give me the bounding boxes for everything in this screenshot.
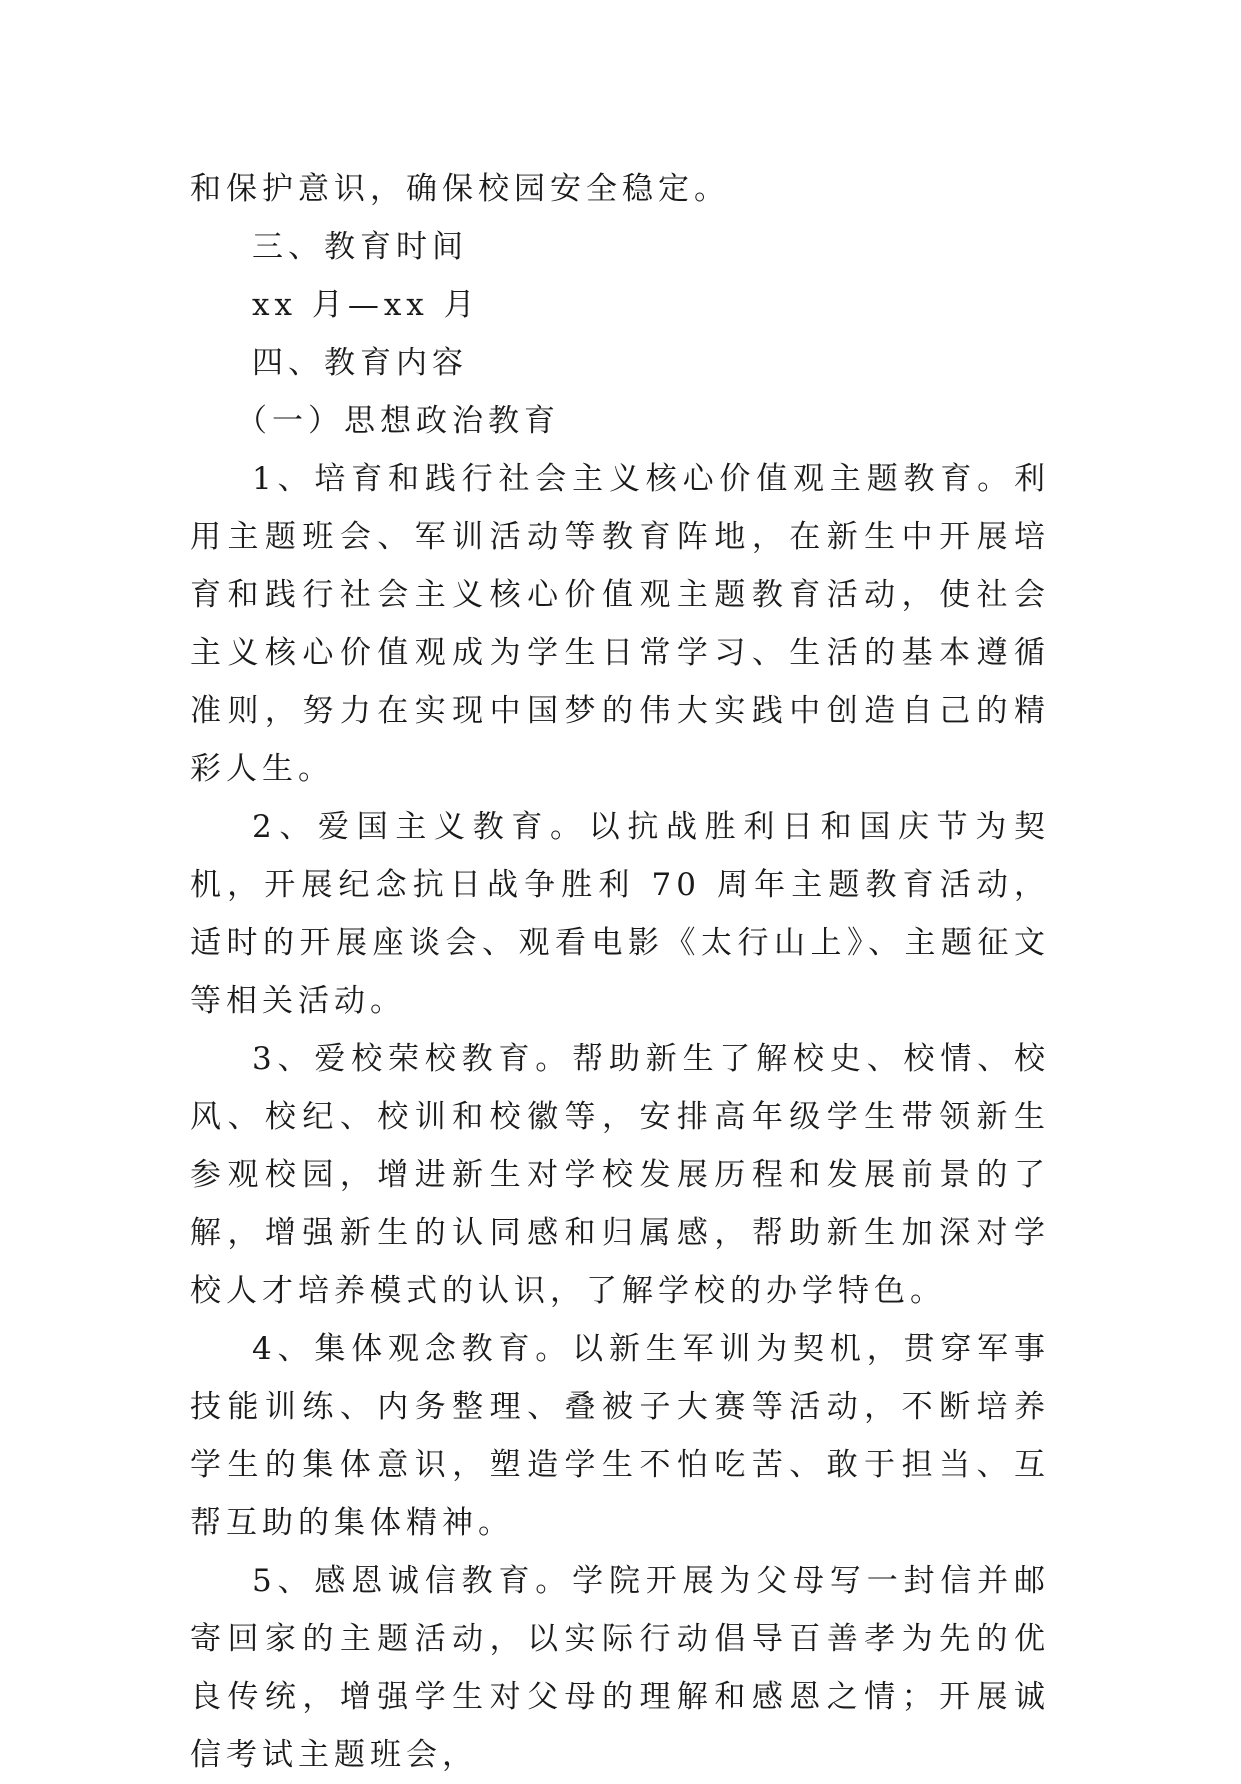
paragraph-item-2: 2、爱国主义教育。以抗战胜利日和国庆节为契机，开展纪念抗日战争胜利 70 周年主题教育活动，适时的开展座谈会、观看电影《太行山上》、主题征文等相关活动。 (190, 809, 1050, 1019)
paragraph-education-time: xx 月—xx 月 (252, 287, 480, 323)
paragraph-item-4: 4、集体观念教育。以新生军训为契机，贯穿军事技能训练、内务整理、叠被子大赛等活动，不断培养学生的集体意识，塑造学生不怕吃苦、敢于担当、互帮互助的集体精神。 (190, 1331, 1050, 1541)
paragraph-continued: 和保护意识，确保校园安全稳定。 (190, 171, 730, 207)
paragraph-item-5: 5、感恩诚信教育。学院开展为父母写一封信并邮寄回家的主题活动，以实际行动倡导百善孝为先的优良传统，增强学生对父母的理解和感恩之情；开展诚信考试主题班会， (190, 1563, 1050, 1773)
paragraph-item-1: 1、培育和践行社会主义核心价值观主题教育。利用主题班会、军训活动等教育阵地，在新生中开展培育和践行社会主义核心价值观主题教育活动，使社会主义核心价值观成为学生日常学习、生活的基本遵循准则，努力在实现中国梦的伟大实践中创造自己的精彩人生。 (190, 461, 1050, 787)
document-body (190, 160, 1050, 1784)
paragraph-item-3: 3、爱校荣校教育。帮助新生了解校史、校情、校风、校纪、校训和校徽等，安排高年级学生带领新生参观校园，增进新生对学校发展历程和发展前景的了解，增强新生的认同感和归属感，帮助新生加深对学校人才培养模式的认识，了解学校的办学特色。 (190, 1041, 1050, 1309)
subheading-ideological-education: （一）思想政治教育 (236, 403, 560, 439)
heading-education-content: 四、教育内容 (252, 345, 468, 381)
heading-education-time: 三、教育时间 (252, 229, 468, 265)
